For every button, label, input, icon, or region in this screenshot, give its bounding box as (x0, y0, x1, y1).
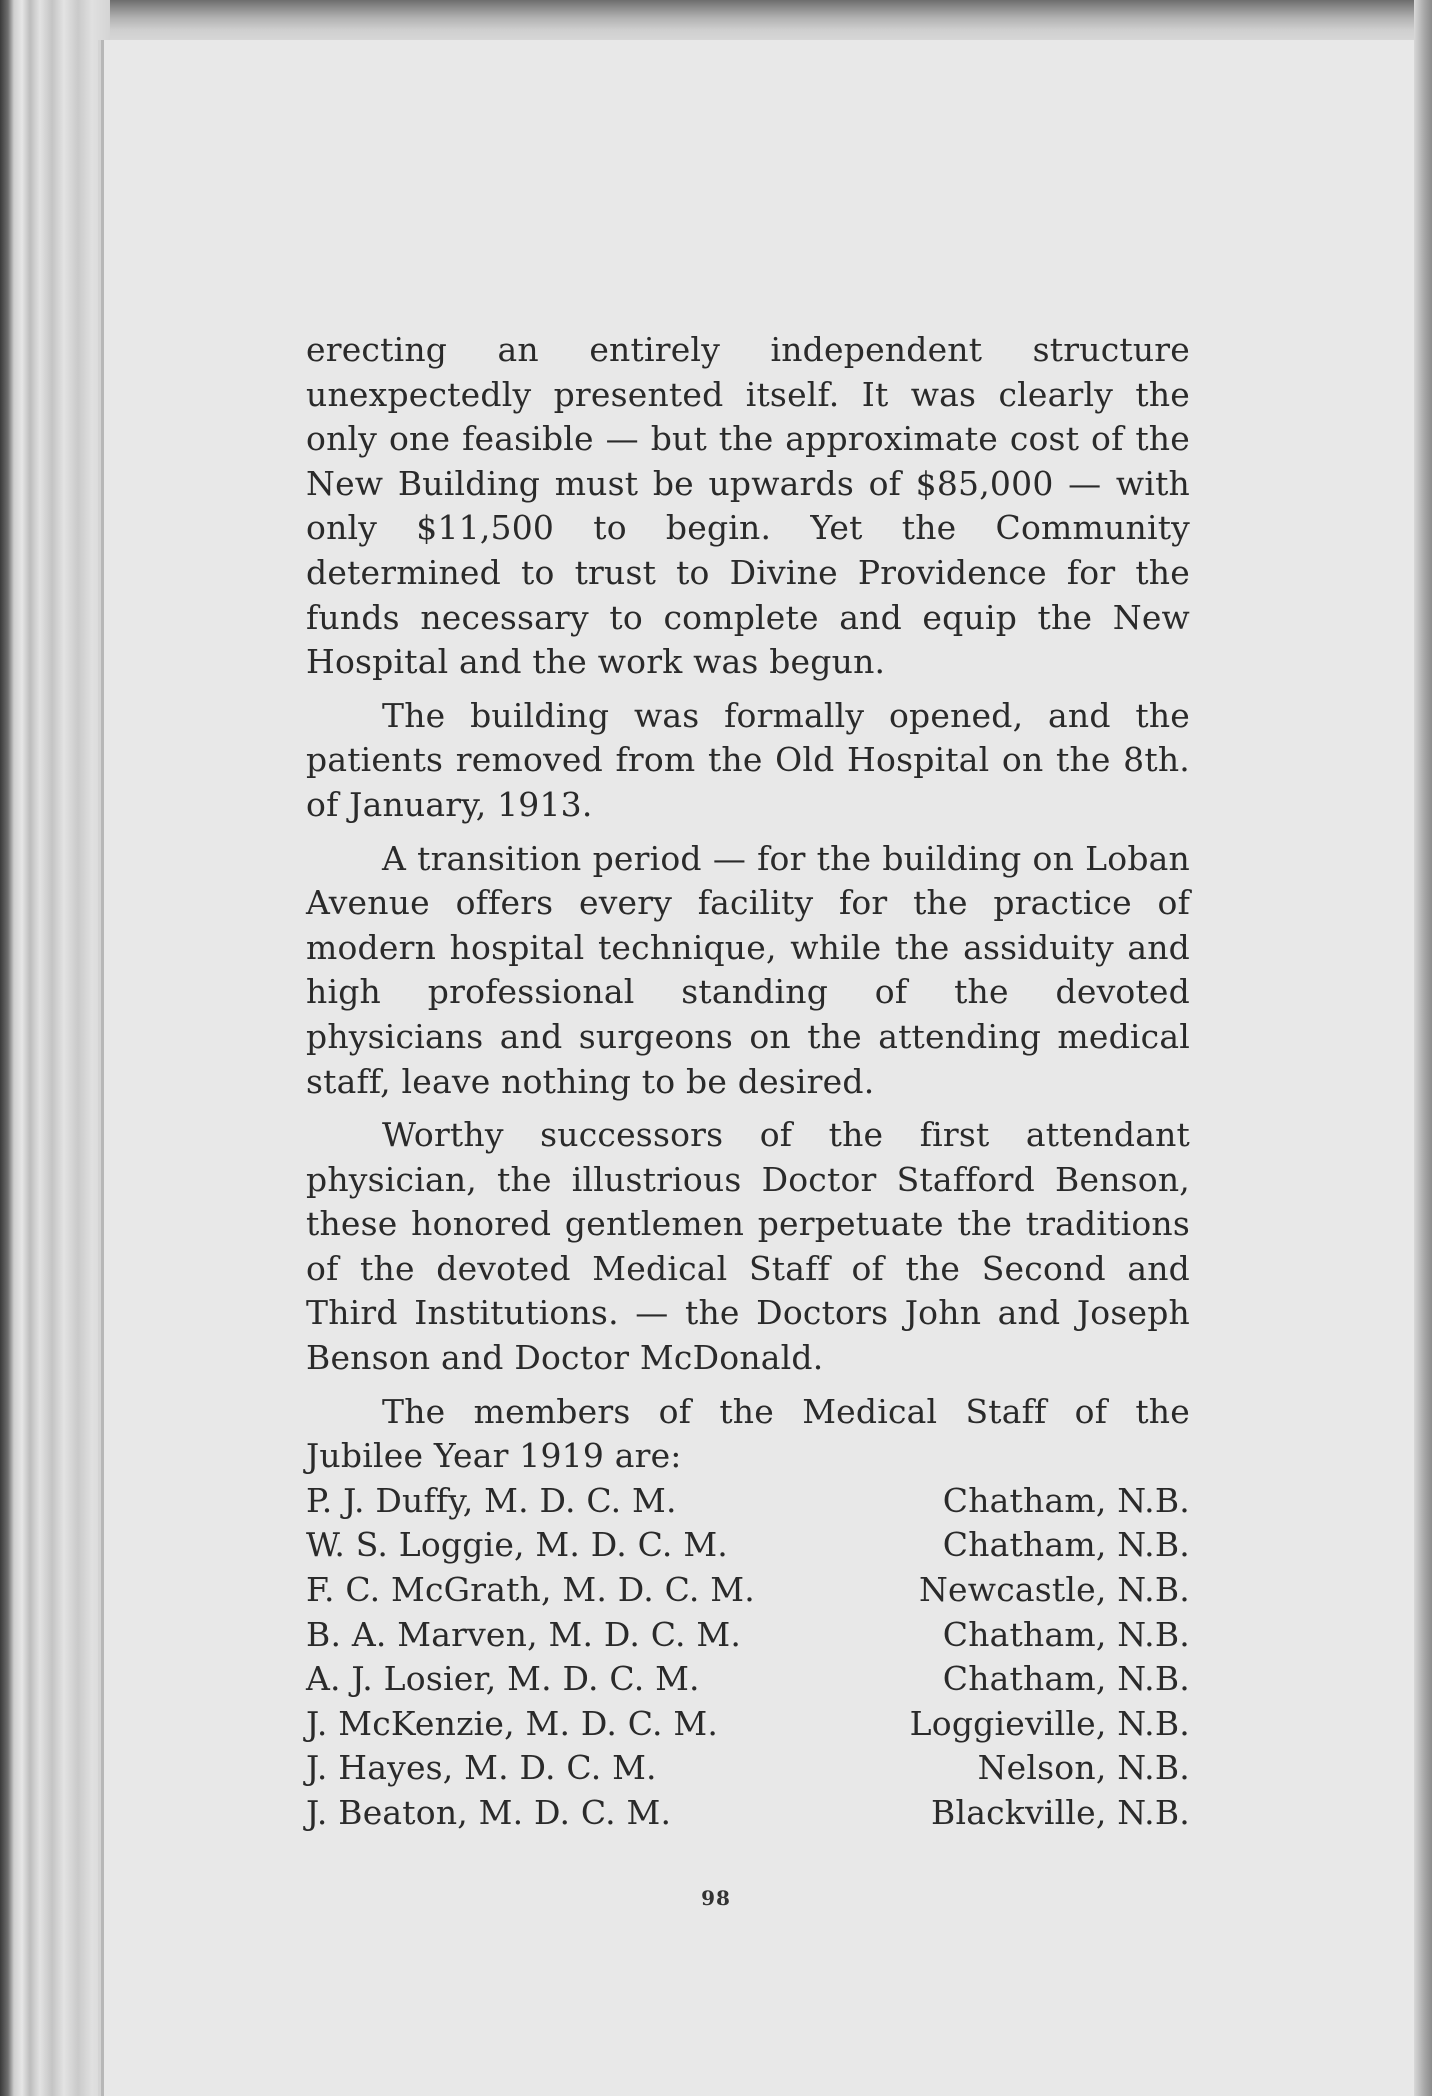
staff-location: Chatham, N.B. (942, 1480, 1190, 1520)
list-item (306, 1746, 1190, 1791)
paragraph-3: A transition period — for the building on Loban Avenue offers every facility for the practice of modern hospital technique, while the assiduity and high professional standing of the devoted physicians and surgeons on the attending medical staff, leave nothing to be desired. (306, 838, 1190, 1101)
book-page-edges (0, 0, 110, 2096)
list-item (306, 1657, 1190, 1702)
staff-location: Nelson, N.B. (977, 1748, 1190, 1788)
book-right-edge (1414, 0, 1432, 2096)
list-item (306, 1702, 1190, 1747)
staff-location: Chatham, N.B. (942, 1614, 1190, 1654)
medical-staff-list (306, 1479, 1190, 1836)
page-text (306, 328, 1190, 1836)
staff-name: F. C. McGrath, M. D. C. M. (306, 1570, 755, 1610)
staff-name: J. Hayes, M. D. C. M. (306, 1748, 657, 1788)
list-item (306, 1568, 1190, 1613)
staff-name: A. J. Losier, M. D. C. M. (306, 1659, 700, 1699)
paragraph-5: The members of the Medical Staff of the Jubilee Year 1919 are: (306, 1391, 1190, 1476)
staff-name: P. J. Duffy, M. D. C. M. (306, 1480, 677, 1520)
staff-name: B. A. Marven, M. D. C. M. (306, 1614, 742, 1654)
paragraph-2: The building was formally opened, and the patients removed from the Old Hospital on the 8th. of January, 1913. (306, 695, 1190, 824)
staff-location: Newcastle, N.B. (918, 1570, 1190, 1610)
staff-location: Loggieville, N.B. (909, 1703, 1190, 1743)
staff-location: Chatham, N.B. (942, 1659, 1190, 1699)
staff-name: J. Beaton, M. D. C. M. (306, 1793, 672, 1832)
paragraph-4: Worthy successors of the first attendant physician, the illustrious Doctor Stafford Benson, these honored gentlemen perpetuate the traditions of the devoted Medical Staff of the Second and Third Institutions. — the Doctors John and Joseph Benson and Doctor McDonald. (306, 1115, 1190, 1378)
paragraph-1: erecting an entirely independent structure unexpectedly presented itself. It was clearly the only one feasible — but the approximate cost of the New Building must be upwards of $85,000 — with only $11,500 to begin. Yet the Community determined to trust to Divine Providence for the funds necessary to complete and equip the New Hospital and the work was begun. (306, 330, 1190, 682)
staff-location: Chatham, N.B. (942, 1525, 1190, 1565)
staff-location: Blackville, N.B. (931, 1793, 1190, 1832)
list-item (306, 1791, 1190, 1836)
list-item (306, 1523, 1190, 1568)
book-top-edge (0, 0, 1432, 40)
page-number: 98 (701, 1886, 731, 1910)
list-item (306, 1479, 1190, 1524)
staff-name: W. S. Loggie, M. D. C. M. (306, 1525, 728, 1565)
list-item (306, 1613, 1190, 1658)
staff-name: J. McKenzie, M. D. C. M. (306, 1703, 719, 1743)
